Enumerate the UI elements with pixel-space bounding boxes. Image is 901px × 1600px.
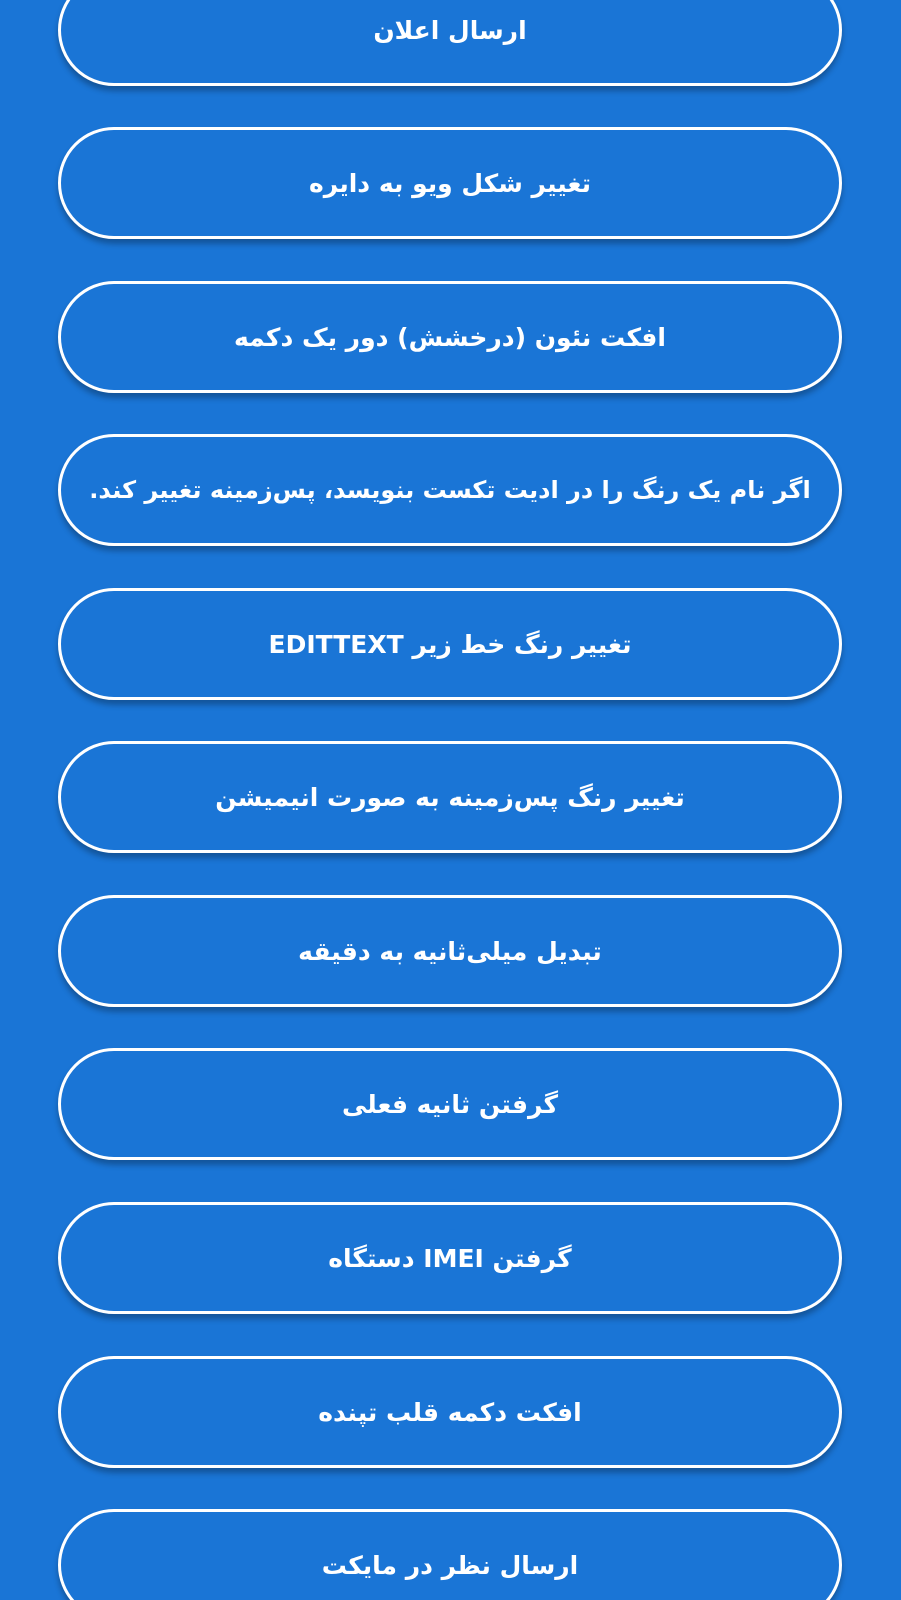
menu-button-color-name-background[interactable] — [58, 434, 842, 546]
menu-button-neon-glow[interactable] — [58, 281, 842, 393]
menu-button-label: تغییر رنگ پس‌زمینه به صورت انیمیشن — [215, 782, 685, 812]
menu-button-ms-to-minutes[interactable] — [58, 895, 842, 1007]
menu-button-myket-review[interactable] — [58, 1509, 842, 1600]
menu-button-circle-view[interactable] — [58, 127, 842, 239]
menu-button-label: تبدیل میلی‌ثانیه به دقیقه — [298, 936, 602, 966]
menu-button-device-imei[interactable] — [58, 1202, 842, 1314]
menu-button-label: گرفتن IMEI دستگاه — [328, 1243, 572, 1273]
menu-button-animated-background[interactable] — [58, 741, 842, 853]
menu-button-label: ارسال نظر در مایکت — [321, 1550, 579, 1580]
menu-button-current-second[interactable] — [58, 1048, 842, 1160]
menu-button-send-notification[interactable] — [58, 0, 842, 86]
menu-button-label: ارسال اعلان — [373, 15, 527, 45]
menu-button-label: اگر نام یک رنگ را در ادیت تکست بنویسد، پس‌زمینه تغییر کند. — [89, 476, 811, 504]
menu-button-edittext-underline-color[interactable] — [58, 588, 842, 700]
menu-button-label: تغییر رنگ خط زیر EDITTEXT — [268, 629, 632, 659]
menu-button-heartbeat-effect[interactable] — [58, 1356, 842, 1468]
menu-button-label: گرفتن ثانیه فعلی — [341, 1089, 559, 1119]
menu-button-label: افکت دکمه قلب تپنده — [318, 1397, 582, 1427]
menu-button-label: افکت نئون (درخشش) دور یک دکمه — [234, 322, 666, 352]
menu-button-label: تغییر شکل ویو به دایره — [309, 168, 591, 198]
